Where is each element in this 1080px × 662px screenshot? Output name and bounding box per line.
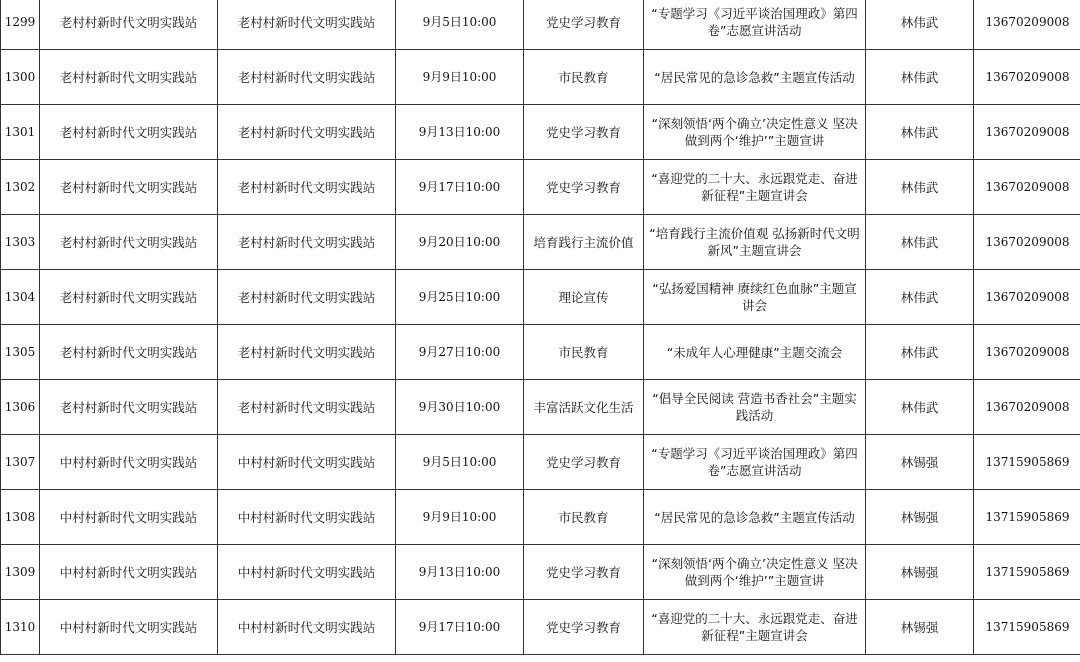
organizing-unit-cell: 老村村新时代文明实践站 bbox=[218, 380, 396, 435]
activity-type-cell: 理论宣传 bbox=[524, 270, 644, 325]
contact-person-cell: 林伟武 bbox=[866, 160, 974, 215]
contact-phone-cell: 13670209008 bbox=[974, 160, 1080, 215]
table-row bbox=[1, 380, 1080, 435]
contact-person-cell: 林伟武 bbox=[866, 0, 974, 50]
activity-theme-cell: “居民常见的急诊急救”主题宣传活动 bbox=[644, 50, 866, 105]
activity-time-cell: 9月17日10:00 bbox=[396, 600, 524, 655]
contact-phone-cell: 13670209008 bbox=[974, 380, 1080, 435]
activity-type-cell: 党史学习教育 bbox=[524, 545, 644, 600]
practice-station-cell: 老村村新时代文明实践站 bbox=[40, 380, 218, 435]
activity-type-cell: 市民教育 bbox=[524, 490, 644, 545]
organizing-unit-cell: 老村村新时代文明实践站 bbox=[218, 0, 396, 50]
activity-time-cell: 9月25日10:00 bbox=[396, 270, 524, 325]
row-number-cell: 1305 bbox=[1, 325, 40, 380]
contact-phone-cell: 13670209008 bbox=[974, 0, 1080, 50]
practice-station-cell: 老村村新时代文明实践站 bbox=[40, 50, 218, 105]
organizing-unit-cell: 老村村新时代文明实践站 bbox=[218, 215, 396, 270]
table-row bbox=[1, 325, 1080, 380]
row-number-cell: 1304 bbox=[1, 270, 40, 325]
contact-phone-cell: 13670209008 bbox=[974, 270, 1080, 325]
row-number-cell: 1310 bbox=[1, 600, 40, 655]
table-row bbox=[1, 600, 1080, 655]
contact-person-cell: 林伟武 bbox=[866, 50, 974, 105]
contact-person-cell: 林伟武 bbox=[866, 380, 974, 435]
activity-time-cell: 9月9日10:00 bbox=[396, 490, 524, 545]
activity-theme-cell: “居民常见的急诊急救”主题宣传活动 bbox=[644, 490, 866, 545]
practice-station-cell: 老村村新时代文明实践站 bbox=[40, 215, 218, 270]
activity-type-cell: 党史学习教育 bbox=[524, 105, 644, 160]
contact-person-cell: 林锡强 bbox=[866, 600, 974, 655]
contact-phone-cell: 13715905869 bbox=[974, 490, 1080, 545]
activity-time-cell: 9月30日10:00 bbox=[396, 380, 524, 435]
row-number-cell: 1307 bbox=[1, 435, 40, 490]
contact-phone-cell: 13670209008 bbox=[974, 50, 1080, 105]
row-number-cell: 1302 bbox=[1, 160, 40, 215]
practice-station-cell: 老村村新时代文明实践站 bbox=[40, 270, 218, 325]
activity-type-cell: 党史学习教育 bbox=[524, 160, 644, 215]
table-row bbox=[1, 50, 1080, 105]
activity-theme-cell: “专题学习《习近平谈治国理政》第四卷”志愿宣讲活动 bbox=[644, 435, 866, 490]
contact-phone-cell: 13670209008 bbox=[974, 105, 1080, 160]
table-row bbox=[1, 105, 1080, 160]
activity-theme-cell: “培育践行主流价值观 弘扬新时代文明新风”主题宣讲会 bbox=[644, 215, 866, 270]
activity-theme-cell: “弘扬爱国精神 赓续红色血脉”主题宣讲会 bbox=[644, 270, 866, 325]
table-row bbox=[1, 270, 1080, 325]
activity-type-cell: 丰富活跃文化生活 bbox=[524, 380, 644, 435]
activity-type-cell: 市民教育 bbox=[524, 325, 644, 380]
practice-station-cell: 中村村新时代文明实践站 bbox=[40, 545, 218, 600]
practice-station-cell: 中村村新时代文明实践站 bbox=[40, 490, 218, 545]
activity-theme-cell: “专题学习《习近平谈治国理政》第四卷”志愿宣讲活动 bbox=[644, 0, 866, 50]
table-row bbox=[1, 545, 1080, 600]
contact-person-cell: 林伟武 bbox=[866, 105, 974, 160]
table-row bbox=[1, 160, 1080, 215]
activity-time-cell: 9月27日10:00 bbox=[396, 325, 524, 380]
activity-time-cell: 9月13日10:00 bbox=[396, 105, 524, 160]
activity-time-cell: 9月13日10:00 bbox=[396, 545, 524, 600]
activity-time-cell: 9月5日10:00 bbox=[396, 0, 524, 50]
contact-phone-cell: 13715905869 bbox=[974, 435, 1080, 490]
table-row bbox=[1, 0, 1080, 50]
activity-theme-cell: “喜迎党的二十大、永远跟党走、奋进新征程”主题宣讲会 bbox=[644, 160, 866, 215]
table-row bbox=[1, 435, 1080, 490]
activity-theme-cell: “深刻领悟‘两个确立’决定性意义 坚决做到两个‘维护’”主题宣讲 bbox=[644, 545, 866, 600]
activity-type-cell: 市民教育 bbox=[524, 50, 644, 105]
practice-station-cell: 老村村新时代文明实践站 bbox=[40, 160, 218, 215]
contact-person-cell: 林锡强 bbox=[866, 490, 974, 545]
activity-type-cell: 党史学习教育 bbox=[524, 435, 644, 490]
contact-person-cell: 林伟武 bbox=[866, 270, 974, 325]
row-number-cell: 1309 bbox=[1, 545, 40, 600]
activity-type-cell: 党史学习教育 bbox=[524, 0, 644, 50]
activity-theme-cell: “深刻领悟‘两个确立’决定性意义 坚决做到两个‘维护’”主题宣讲 bbox=[644, 105, 866, 160]
table-body bbox=[1, 0, 1080, 655]
organizing-unit-cell: 中村村新时代文明实践站 bbox=[218, 545, 396, 600]
row-number-cell: 1308 bbox=[1, 490, 40, 545]
table-row bbox=[1, 215, 1080, 270]
organizing-unit-cell: 老村村新时代文明实践站 bbox=[218, 50, 396, 105]
row-number-cell: 1303 bbox=[1, 215, 40, 270]
activity-type-cell: 党史学习教育 bbox=[524, 600, 644, 655]
activity-theme-cell: “未成年人心理健康”主题交流会 bbox=[644, 325, 866, 380]
practice-station-cell: 老村村新时代文明实践站 bbox=[40, 105, 218, 160]
organizing-unit-cell: 老村村新时代文明实践站 bbox=[218, 270, 396, 325]
contact-phone-cell: 13670209008 bbox=[974, 325, 1080, 380]
activity-time-cell: 9月17日10:00 bbox=[396, 160, 524, 215]
activity-theme-cell: “倡导全民阅读 营造书香社会”主题实践活动 bbox=[644, 380, 866, 435]
organizing-unit-cell: 中村村新时代文明实践站 bbox=[218, 435, 396, 490]
practice-station-cell: 老村村新时代文明实践站 bbox=[40, 0, 218, 50]
contact-person-cell: 林锡强 bbox=[866, 435, 974, 490]
practice-station-cell: 老村村新时代文明实践站 bbox=[40, 325, 218, 380]
contact-person-cell: 林伟武 bbox=[866, 215, 974, 270]
practice-station-cell: 中村村新时代文明实践站 bbox=[40, 435, 218, 490]
activity-theme-cell: “喜迎党的二十大、永远跟党走、奋进新征程”主题宣讲会 bbox=[644, 600, 866, 655]
contact-phone-cell: 13715905869 bbox=[974, 600, 1080, 655]
contact-person-cell: 林伟武 bbox=[866, 325, 974, 380]
table-row bbox=[1, 490, 1080, 545]
row-number-cell: 1300 bbox=[1, 50, 40, 105]
contact-phone-cell: 13715905869 bbox=[974, 545, 1080, 600]
organizing-unit-cell: 中村村新时代文明实践站 bbox=[218, 600, 396, 655]
organizing-unit-cell: 老村村新时代文明实践站 bbox=[218, 160, 396, 215]
activity-type-cell: 培育践行主流价值 bbox=[524, 215, 644, 270]
organizing-unit-cell: 老村村新时代文明实践站 bbox=[218, 325, 396, 380]
activity-time-cell: 9月9日10:00 bbox=[396, 50, 524, 105]
row-number-cell: 1306 bbox=[1, 380, 40, 435]
organizing-unit-cell: 老村村新时代文明实践站 bbox=[218, 105, 396, 160]
activity-time-cell: 9月5日10:00 bbox=[396, 435, 524, 490]
organizing-unit-cell: 中村村新时代文明实践站 bbox=[218, 490, 396, 545]
contact-phone-cell: 13670209008 bbox=[974, 215, 1080, 270]
row-number-cell: 1301 bbox=[1, 105, 40, 160]
activity-time-cell: 9月20日10:00 bbox=[396, 215, 524, 270]
practice-station-cell: 中村村新时代文明实践站 bbox=[40, 600, 218, 655]
contact-person-cell: 林锡强 bbox=[866, 545, 974, 600]
row-number-cell: 1299 bbox=[1, 0, 40, 50]
